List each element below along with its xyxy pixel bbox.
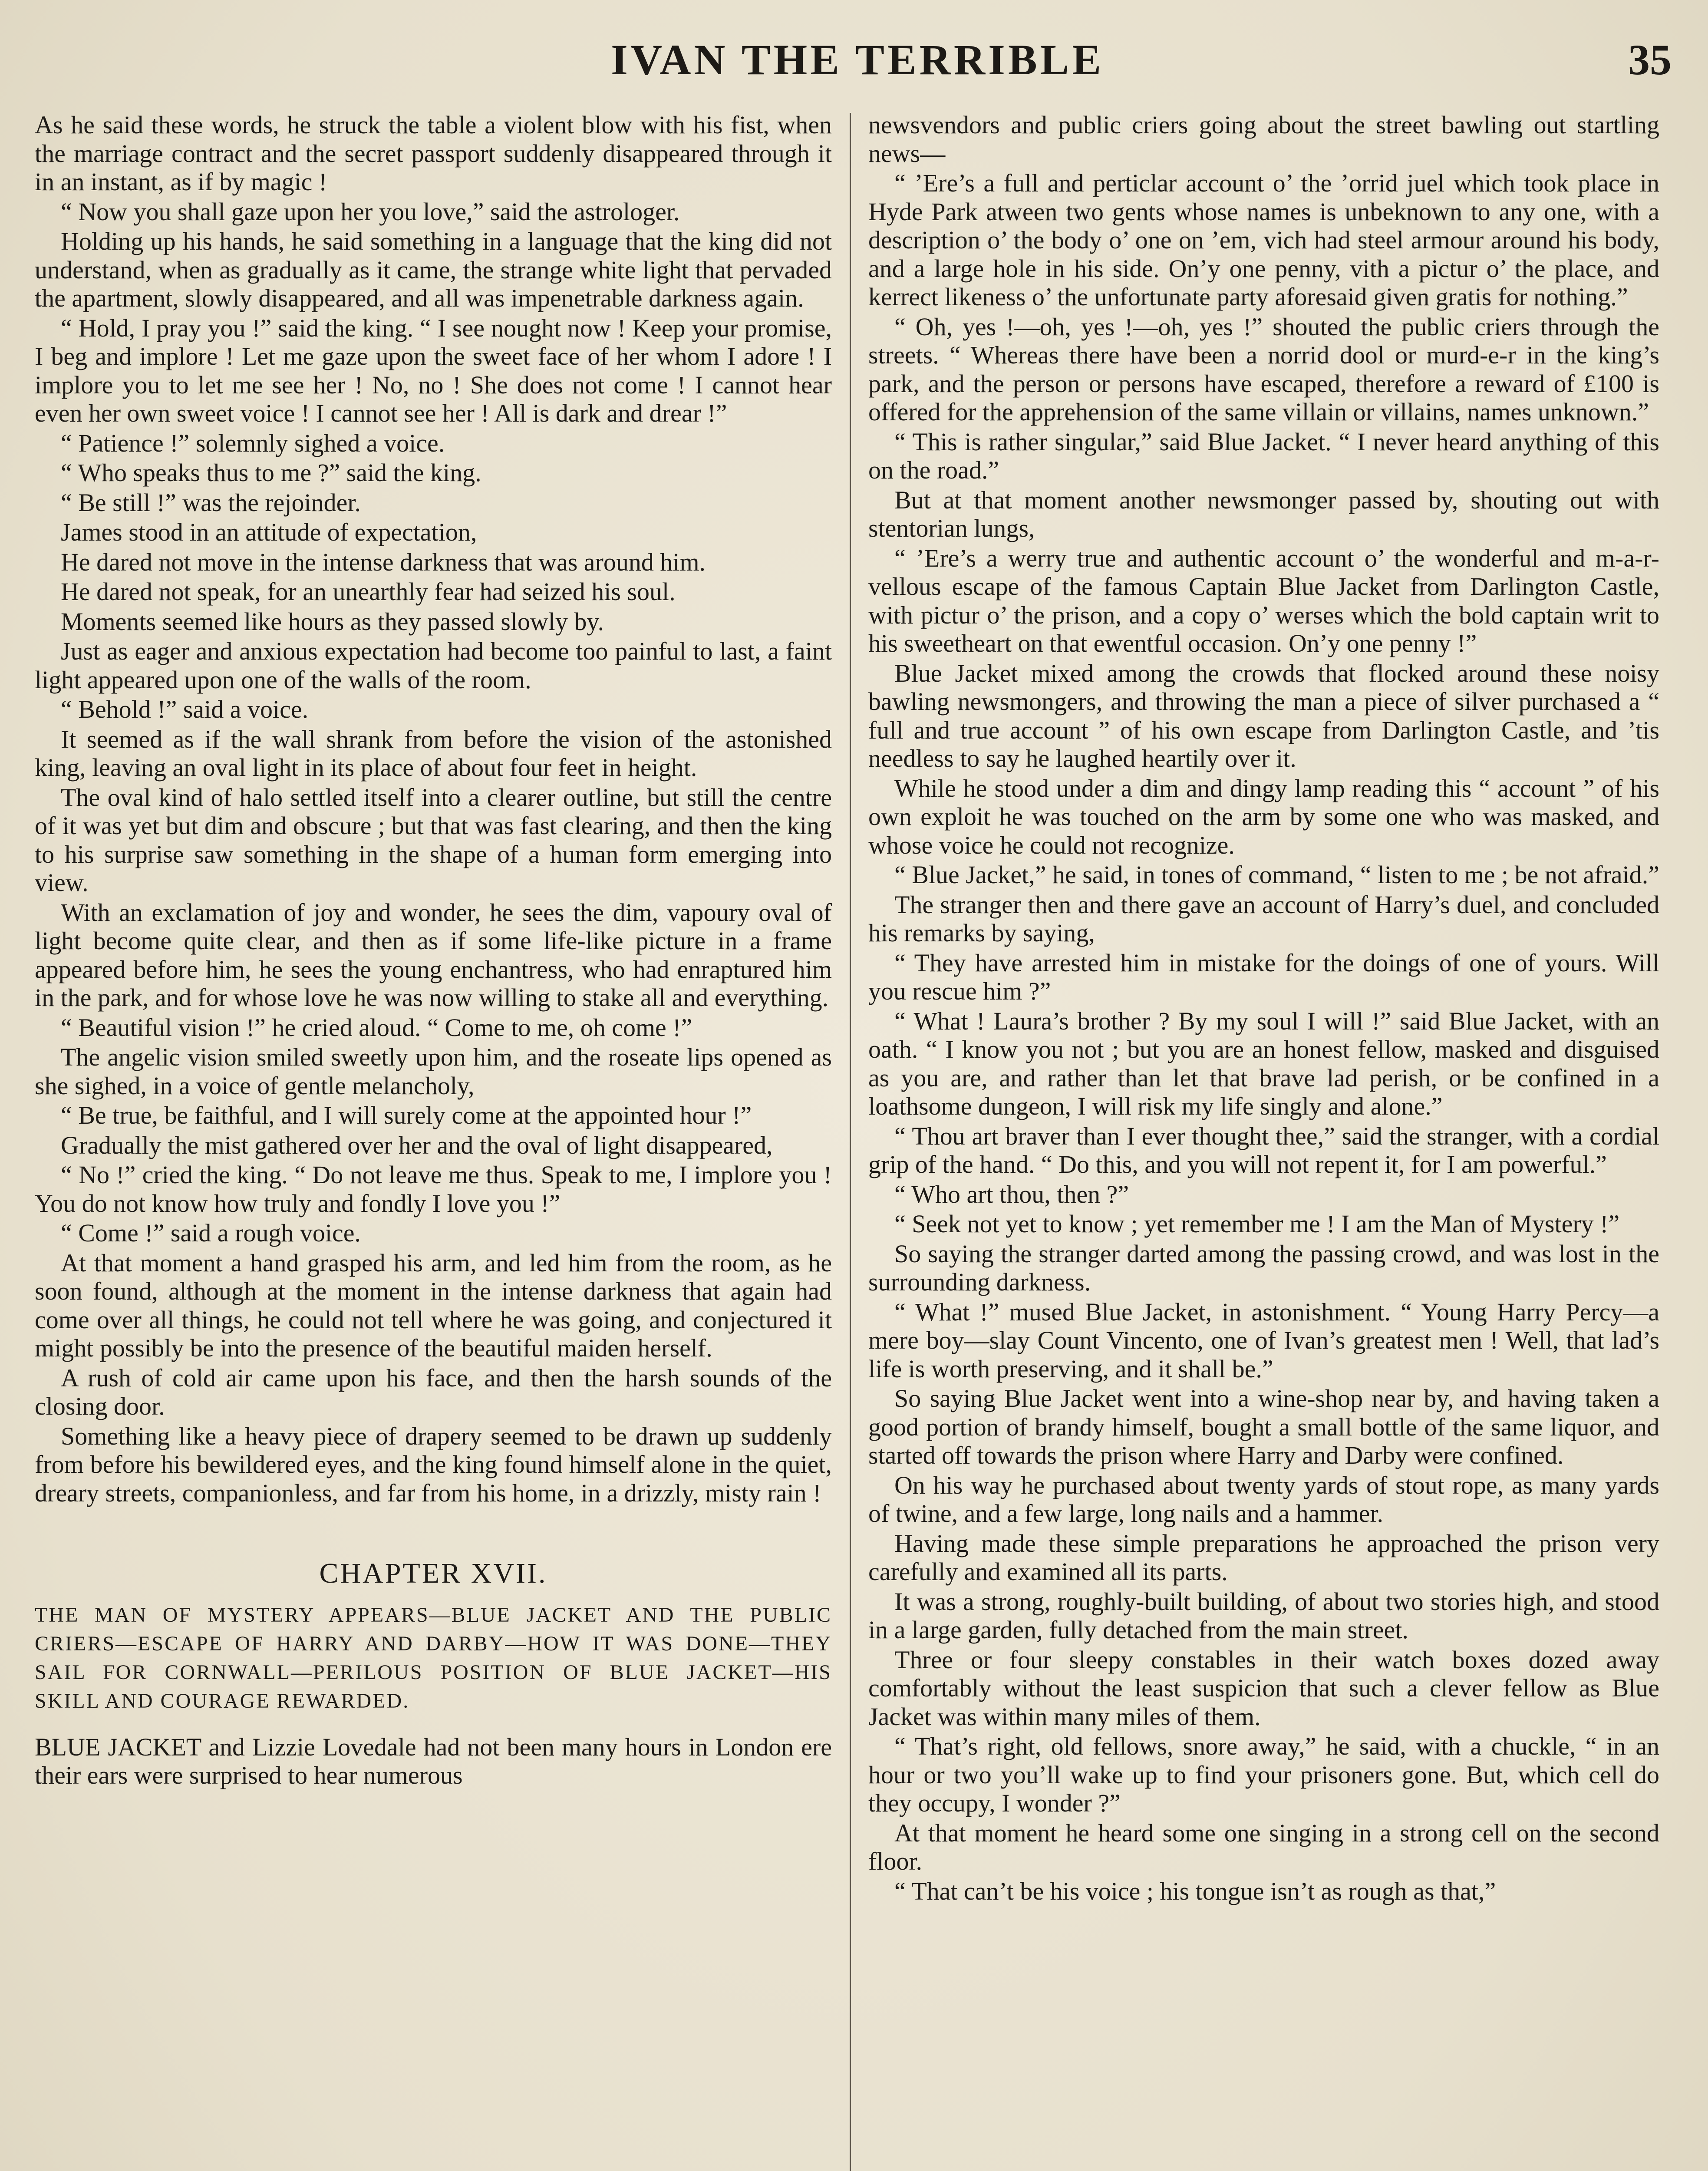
paragraph: “ Oh, yes !—oh, yes !—oh, yes !” shouted the public criers through the streets. “ Whereas there have been a norrid dool or murd-e-r in the king’s park, and the person or persons have escaped, therefore a reward of £100 is offered for the apprehension of the same villain or villains, names unknown.” xyxy=(868,312,1659,426)
left-column xyxy=(35,111,832,2171)
paragraph: “ Beautiful vision !” he cried aloud. “ Come to me, oh come !” xyxy=(61,1013,692,1042)
paragraph: “ Be still !” was the rejoinder. xyxy=(61,488,361,517)
paragraph: “ This is rather singular,” said Blue Jacket. “ I never heard anything of this on the road.” xyxy=(868,427,1659,484)
paragraph: Moments seemed like hours as they passed slowly by. xyxy=(61,607,604,636)
paragraph: “ Patience !” solemnly sighed a voice. xyxy=(61,429,445,457)
paragraph: “ Who art thou, then ?” xyxy=(894,1180,1129,1208)
paragraph: “ They have arrested him in mistake for the doings of one of yours. Will you rescue him ?” xyxy=(868,948,1659,1005)
paragraph: “ That’s right, old fellows, snore away,” he said, with a chuckle, “ in an hour or two you’ll wake up to find your prisoners gone. But, which cell do they occupy, I wonder ?” xyxy=(868,1732,1659,1817)
paragraph: “ ’Ere’s a werry true and authentic account o’ the wonderful and m-a-r-vellous escape of the famous Captain Blue Jacket from Darlington Castle, with pictur o’ the prison, and a copy o’ werses which the bold captain writ to his sweetheart on that ewentful occasion. On’y one penny !” xyxy=(868,544,1659,657)
paragraph: The stranger then and there gave an account of Harry’s duel, and concluded his remarks by saying, xyxy=(868,890,1659,947)
column-divider xyxy=(850,113,851,2171)
paragraph: “ What ! Laura’s brother ? By my soul I will !” said Blue Jacket, with an oath. “ I know you not ; but you are an honest fellow, masked and disguised as you are, and rather than let that brave lad perish, or be confined in a loathsome dungeon, I will risk my life singly and alone.” xyxy=(868,1006,1659,1120)
paragraph: A rush of cold air came upon his face, and then the harsh sounds of the closing door. xyxy=(35,1363,832,1420)
paragraph: While he stood under a dim and dingy lamp reading this “ account ” of his own exploit he was touched on the arm by some one who was masked, and whose voice he could not recognize. xyxy=(868,774,1659,859)
paragraph: Three or four sleepy constables in their watch boxes dozed away comfortably without the least suspicion that such a clever fellow as Blue Jacket was within many miles of them. xyxy=(868,1645,1659,1731)
paragraph: The oval kind of halo settled itself into a clearer outline, but still the centre of it was yet but dim and obscure ; but that was fast clearing, and then the king to his surprise saw something in the shape of a human form emerging into view. xyxy=(35,783,832,897)
chapter-synopsis: THE MAN OF MYSTERY APPEARS—BLUE JACKET AND THE PUBLIC CRIERS—ESCAPE OF HARRY AND DARBY—HOW IT WAS DONE—THEY SAIL FOR CORNWALL—PERILOUS POSITION OF BLUE JACKET—HIS SKILL AND COURAGE REWARDED. xyxy=(35,1603,832,1712)
paragraph: Just as eager and anxious expectation had become too painful to last, a faint light appeared upon one of the walls of the room. xyxy=(35,637,832,694)
paragraph: Blue Jacket mixed among the crowds that flocked around these noisy bawling newsmongers, and throwing the man a piece of silver purchased a “ full and true account ” of his own escape from Darlington Castle, and ’tis needless to say he laughed heartily over it. xyxy=(868,659,1659,772)
paragraph: But at that moment another newsmonger passed by, shouting out with stentorian lungs, xyxy=(868,485,1659,542)
paragraph: “ Who speaks thus to me ?” said the king. xyxy=(61,459,481,487)
paragraph: It seemed as if the wall shrank from before the vision of the astonished king, leaving an oval light in its place of about four feet in height. xyxy=(35,725,832,782)
paragraph: “ Behold !” said a voice. xyxy=(61,695,309,723)
paragraph: “ Thou art braver than I ever thought thee,” said the stranger, with a cordial grip of the hand. “ Do this, and you will not repent it, for I am powerful.” xyxy=(868,1122,1659,1178)
paragraph: The angelic vision smiled sweetly upon him, and the roseate lips opened as she sighed, in a voice of gentle melancholy, xyxy=(35,1043,832,1100)
paragraph: “ Now you shall gaze upon her you love,” said the astrologer. xyxy=(61,197,680,226)
page-number: 35 xyxy=(1628,36,1672,84)
paragraph: With an exclamation of joy and wonder, he sees the dim, vapoury oval of light become quite clear, and then as if some life-like picture in a frame appeared before him, he sees the young enchantress, who had enraptured him in the park, and for whose love he was now willing to stake all and everything. xyxy=(35,898,832,1012)
paragraph: He dared not move in the intense darkness that was around him. xyxy=(61,548,706,576)
paragraph: Holding up his hands, he said something in a language that the king did not understand, when as gradually as it came, the strange white light that pervaded the apartment, slowly disappeared, and all was impenetrable darkness again. xyxy=(35,227,832,312)
running-head xyxy=(35,30,1680,96)
paragraph: On his way he purchased about twenty yards of stout rope, as many yards of twine, and a few large, long nails and a hammer. xyxy=(868,1471,1659,1528)
paragraph: Having made these simple preparations he approached the prison very carefully and examined all its parts. xyxy=(868,1529,1659,1586)
paragraph: James stood in an attitude of expectation, xyxy=(61,518,477,546)
chapter-heading: CHAPTER XVII. xyxy=(319,1557,547,1589)
paragraph: Something like a heavy piece of drapery seemed to be drawn up suddenly from before his bewildered eyes, and the king found himself alone in the quiet, dreary streets, companionless, and far from his home, in a drizzly, misty rain ! xyxy=(35,1422,832,1507)
paragraph: “ ’Ere’s a full and perticlar account o’ the ’orrid juel which took place in Hyde Park atween two gents whose names is unbeknown to any one, with a description o’ the body o’ one on ’em, vich had steel armour around his body, and a large hole in his side. On’y one penny, vith a pictur o’ the place, and kerrect likeness o’ the unfortunate party aforesaid given gratis for nothing.” xyxy=(868,169,1659,311)
paragraph: newsvendors and public criers going about the street bawling out startling news— xyxy=(868,111,1659,168)
paragraph: “ Come !” said a rough voice. xyxy=(61,1219,361,1247)
paragraph: At that moment a hand grasped his arm, and led him from the room, as he soon found, although at the moment in the intense darkness that again had come over all things, he could not tell where he was going, and conjectured it might possibly be into the presence of the beautiful maiden herself. xyxy=(35,1248,832,1362)
running-title: IVAN THE TERRIBLE xyxy=(610,36,1105,84)
paragraph: It was a strong, roughly-built building, of about two stories high, and stood in a large garden, fully detached from the main street. xyxy=(868,1587,1659,1644)
paragraph: As he said these words, he struck the table a violent blow with his fist, when the marriage contract and the secret passport suddenly disappeared through it in an instant, as if by magic ! xyxy=(35,111,832,196)
paragraph: “ Hold, I pray you !” said the king. “ I see nought now ! Keep your promise, I beg and implore ! Let me gaze upon the sweet face of her whom I adore ! I implore you to let me see her ! No, no ! She does not come ! I cannot hear even her own sweet voice ! I cannot see her ! All is dark and drear !” xyxy=(35,313,832,427)
paragraph: “ What !” mused Blue Jacket, in astonishment. “ Young Harry Percy—a mere boy—slay Count Vincento, one of Ivan’s greatest men ! Well, that lad’s life is worth preserving, and it shall be.” xyxy=(868,1297,1659,1383)
paragraph: So saying Blue Jacket went into a wine-shop near by, and having taken a good portion of brandy himself, bought a small bottle of the same liquor, and started off towards the prison where Harry and Darby were confined. xyxy=(868,1384,1659,1469)
chapter-opening: BLUE JACKET and Lizzie Lovedale had not been many hours in London ere their ears were surprised to hear numerous xyxy=(35,1732,832,1789)
paragraph: “ Be true, be faithful, and I will surely come at the appointed hour !” xyxy=(61,1101,752,1129)
paragraph: “ That can’t be his voice ; his tongue isn’t as rough as that,” xyxy=(894,1877,1496,1905)
paragraph: Gradually the mist gathered over her and the oval of light disappeared, xyxy=(61,1131,773,1159)
paragraph: “ Seek not yet to know ; yet remember me ! I am the Man of Mystery !” xyxy=(894,1210,1620,1238)
paragraph: He dared not speak, for an unearthly fear had seized his soul. xyxy=(61,577,676,606)
paragraph: So saying the stranger darted among the passing crowd, and was lost in the surrounding darkness. xyxy=(868,1239,1659,1296)
right-column xyxy=(868,111,1659,2171)
paragraph: At that moment he heard some one singing in a strong cell on the second floor. xyxy=(868,1818,1659,1875)
paragraph: “ No !” cried the king. “ Do not leave me thus. Speak to me, I implore you ! You do not know how truly and fondly I love you !” xyxy=(35,1161,832,1217)
paragraph: “ Blue Jacket,” he said, in tones of command, “ listen to me ; be not afraid.” xyxy=(894,861,1659,889)
